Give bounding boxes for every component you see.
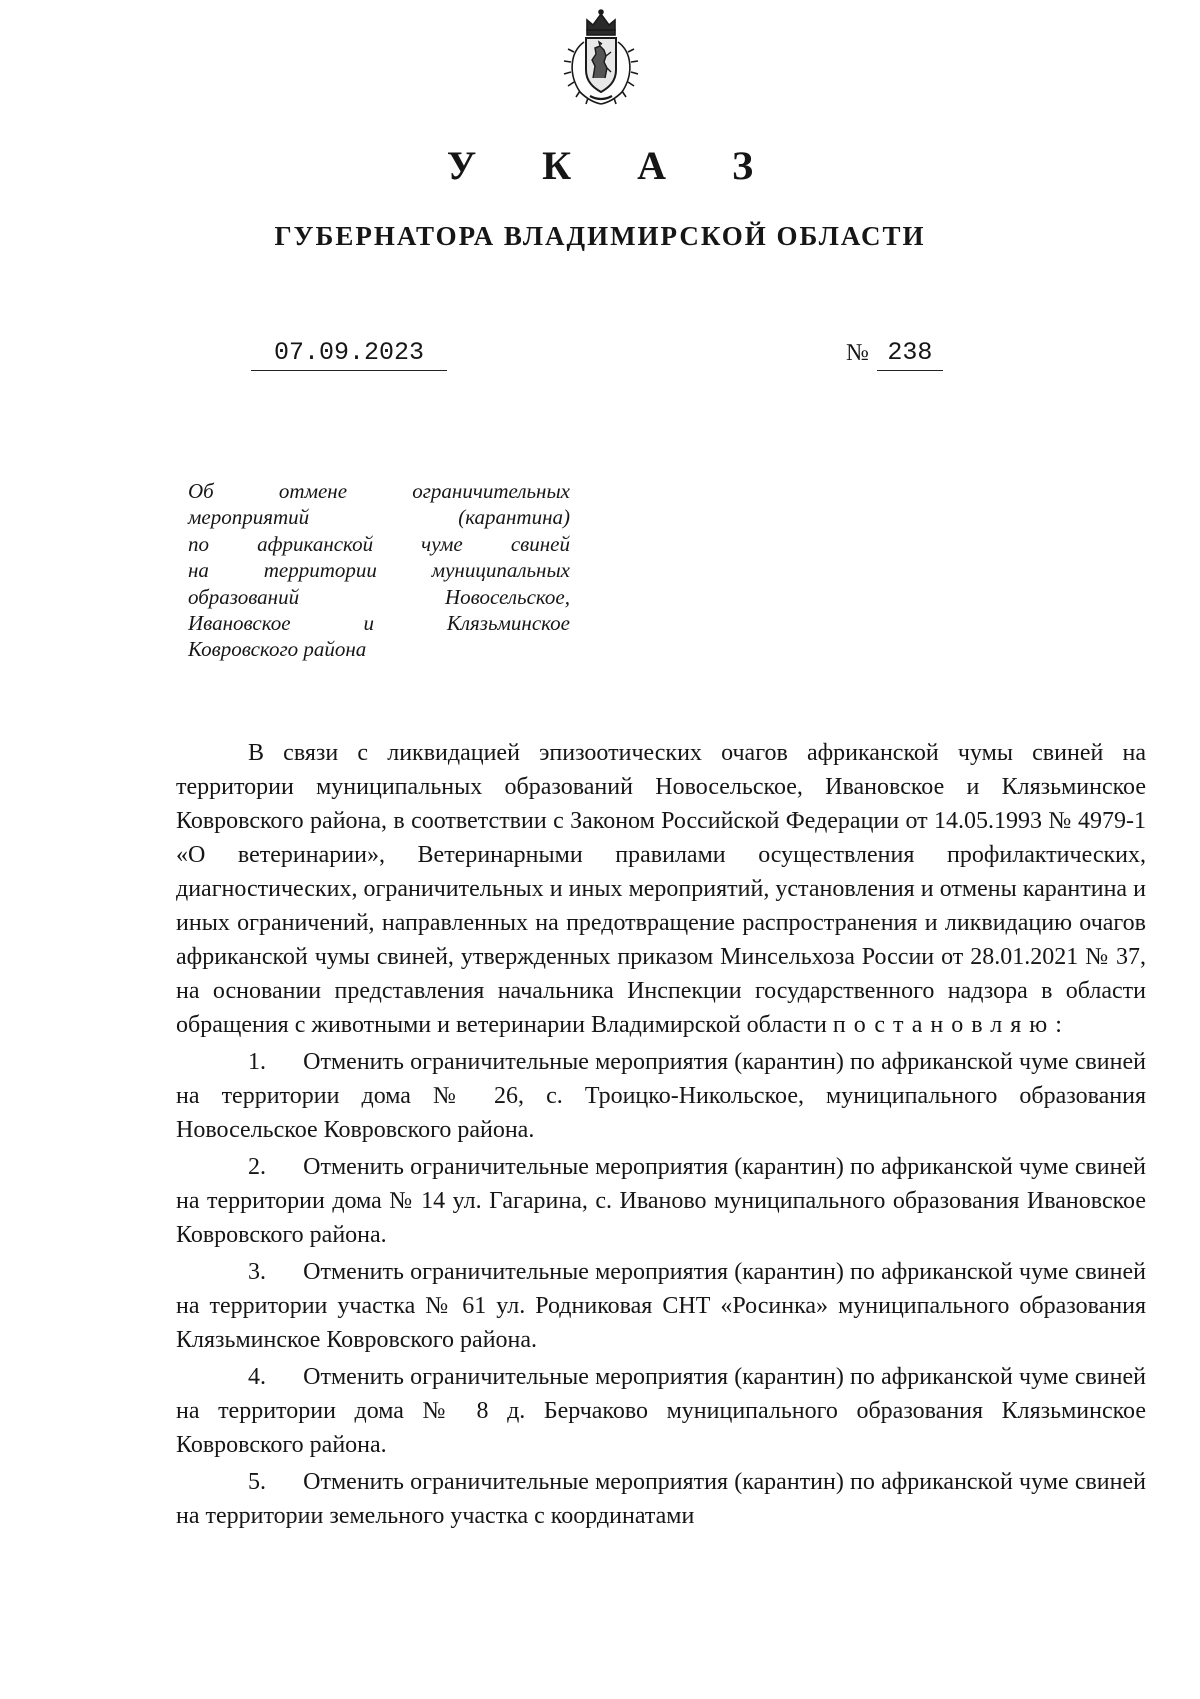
item-number: 1. bbox=[248, 1049, 266, 1075]
item-number: 2. bbox=[248, 1154, 266, 1180]
item-text: Отменить ограничительные мероприятия (карантин) по африканской чуме свиней на территории земельного участка с координатами bbox=[176, 1469, 1146, 1529]
item-number: 3. bbox=[248, 1259, 266, 1285]
item-number: 4. bbox=[248, 1364, 266, 1390]
subject-line: Ивановское и Клязьминское bbox=[188, 610, 570, 635]
subject-line: Ковровского района bbox=[188, 637, 367, 662]
decree-number-block bbox=[846, 336, 943, 370]
item-text: Отменить ограничительные мероприятия (карантин) по африканской чуме свиней на территории участка № 61 ул. Родниковая СНТ «Росинка» муниципального образования Клязьминское Ковровского района. bbox=[176, 1259, 1146, 1353]
document-title: У К А З bbox=[446, 143, 782, 188]
decree-item bbox=[176, 1255, 1146, 1357]
item-text: Отменить ограничительные мероприятия (карантин) по африканской чуме свиней на территории дома № 8 д. Берчаково муниципального образования Клязьминское Ковровского района. bbox=[176, 1364, 1146, 1458]
subject-line: на территории муниципальных bbox=[188, 558, 570, 583]
decree-item bbox=[176, 1465, 1146, 1533]
coat-of-arms-icon bbox=[560, 8, 642, 108]
subject-line: по африканской чуме свиней bbox=[188, 531, 570, 556]
decree-body bbox=[176, 736, 1146, 1533]
subject-line: образований Новосельское, bbox=[188, 584, 570, 609]
item-number: 5. bbox=[248, 1469, 266, 1495]
decree-item bbox=[176, 1360, 1146, 1462]
decree-subject bbox=[188, 478, 570, 663]
preamble-text: В связи с ликвидацией эпизоотических очагов африканской чумы свиней на территории муниципальных образований Новосельское, Ивановское и Клязьминское Ковровского района, в соответствии с Законом Российской Федерации от 14.05.1993 № 4979-1 «О ветеринарии», Ветеринарными правилами осуществления профилактических, диагностических, ограничительных и иных мероприятий, установления и отмены карантина и иных ограничений, направленных на предотвращение распространения и ликвидацию очагов африканской чумы свиней, утвержденных приказом Минсельхоза России от 28.01.2021 № 37, на основании представления начальника Инспекции государственного надзора в области обращения с животными и ветеринарии Владимирской области bbox=[176, 740, 1146, 1038]
item-text: Отменить ограничительные мероприятия (карантин) по африканской чуме свиней на территории дома № 26, с. Троицко-Никольское, муниципального образования Новосельское Ковровского района. bbox=[176, 1049, 1146, 1143]
decree-number: 238 bbox=[877, 336, 943, 371]
preamble-paragraph bbox=[176, 736, 1146, 1042]
decree-word: постановляю: bbox=[832, 1012, 1070, 1038]
decree-item bbox=[176, 1150, 1146, 1252]
subject-line: мероприятий (карантина) bbox=[188, 505, 570, 530]
subject-line: Об отмене ограничительных bbox=[188, 479, 570, 503]
issuing-authority: ГУБЕРНАТОРА ВЛАДИМИРСКОЙ ОБЛАСТИ bbox=[274, 221, 926, 251]
decree-date: 07.09.2023 bbox=[251, 336, 447, 371]
item-text: Отменить ограничительные мероприятия (карантин) по африканской чуме свиней на территории дома № 14 ул. Гагарина, с. Иваново муниципального образования Ивановское Ковровского района. bbox=[176, 1154, 1146, 1248]
number-sign: № bbox=[846, 340, 869, 366]
decree-item bbox=[176, 1045, 1146, 1147]
